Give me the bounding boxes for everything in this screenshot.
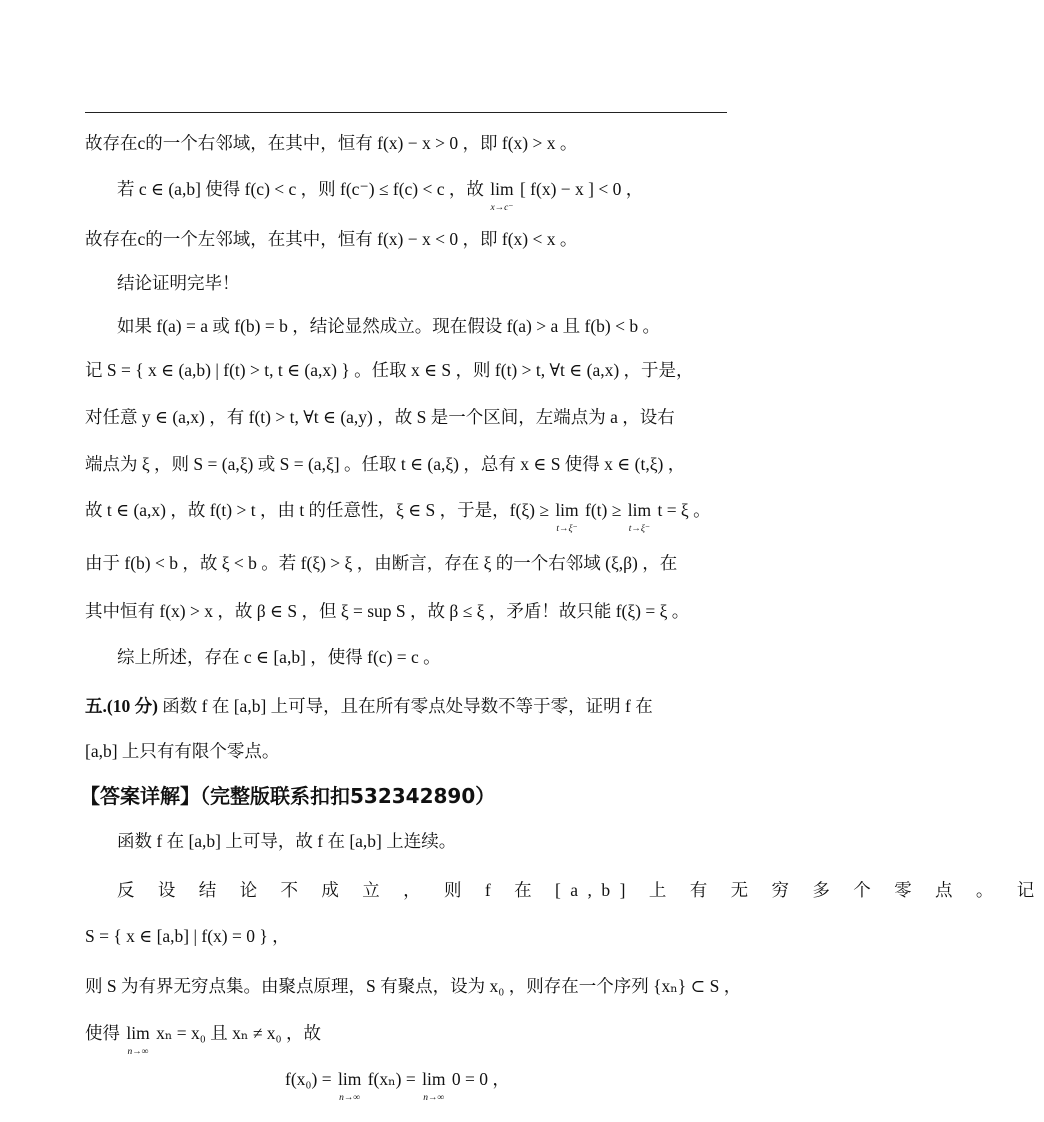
lim-subscript: t→ξ⁻ [556, 524, 578, 534]
question-number: 五.(10 分) [85, 696, 158, 716]
lim-text: lim [555, 500, 579, 520]
lim-subscript: n→∞ [127, 1047, 149, 1057]
lim-text: lim [337, 1069, 362, 1089]
question-5-cont: [a,b] 上只有有限个零点。 [85, 741, 280, 761]
text-span: t = ξ 。 [657, 500, 711, 520]
limit-expression [422, 1068, 446, 1103]
equation-line [285, 1068, 510, 1103]
lim-text: lim [490, 179, 514, 199]
lim-text: lim [627, 500, 652, 520]
lim-text: lim [126, 1023, 150, 1043]
text-line [117, 178, 644, 213]
limit-expression [627, 499, 652, 534]
text-span: f(t) ≥ [585, 500, 622, 520]
text-line [85, 499, 711, 534]
text-line: 对任意 y ∈ (a,x) ，有 f(t) > t, ∀t ∈ (a,y) ，故 S 是一个区间，左端点为 a ，设右 [85, 407, 675, 427]
text-line: 端点为 ξ ，则 S = (a,ξ) 或 S = (a,ξ] 。任取 t ∈ (a,ξ) ，总有 x ∈ S 使得 x ∈ (t,ξ) ， [85, 454, 686, 474]
header-rule [85, 112, 727, 113]
answer-heading [80, 785, 495, 808]
lim-subscript: n→∞ [339, 1093, 361, 1103]
text-span: 若 c ∈ (a,b] 使得 f(c) < c ，则 f(c⁻) ≤ f(c) < c ，故 [117, 179, 484, 199]
text-span: 0 = 0 ， [451, 1069, 510, 1089]
text-span: xₙ = x₀ 且 xₙ ≠ x₀ ，故 [156, 1023, 322, 1043]
text-line [85, 1022, 322, 1057]
question-text: 函数 f 在 [a,b] 上可导，且在所有零点处导数不等于零，证明 f 在 [157, 696, 653, 716]
answer-note: （完整版联系扣扣532342890） [200, 784, 496, 808]
text-span: 使得 [85, 1023, 120, 1043]
text-line: 记 S = { x ∈ (a,b) | f(t) > t, t ∈ (a,x) } 。任取 x ∈ S ，则 f(t) > t, ∀t ∈ (a,x) ，于是， [85, 360, 694, 380]
text-line: 反 设 结 论 不 成 立 ， 则 f 在 [a,b] 上 有 无 穷 多 个 零 点 。 记 [117, 880, 1044, 900]
lim-text: lim [422, 1069, 446, 1089]
limit-expression [555, 499, 579, 534]
text-line: 由于 f(b) < b ，故 ξ < b 。若 f(ξ) > ξ ，由断言，存在 ξ 的一个右邻域 (ξ,β) ，在 [85, 553, 678, 573]
lim-subscript: n→∞ [423, 1093, 445, 1103]
text-span: 故 t ∈ (a,x) ，故 f(t) > t ，由 t 的任意性，ξ ∈ S ，于是，f(ξ) ≥ [85, 500, 549, 520]
text-line: 函数 f 在 [a,b] 上可导，故 f 在 [a,b] 上连续。 [117, 831, 457, 851]
text-line: 其中恒有 f(x) > x ，故 β ∈ S ，但 ξ = sup S ，故 β ≤ ξ ，矛盾！故只能 f(ξ) = ξ 。 [85, 601, 690, 621]
limit-expression [337, 1068, 362, 1103]
text-line: 故存在c的一个左邻域，在其中，恒有 f(x) − x < 0 ，即 f(x) < x 。 [85, 229, 578, 249]
text-line: 综上所述，存在 c ∈ [a,b] ，使得 f(c) = c 。 [117, 647, 441, 667]
text-line: 结论证明完毕！ [117, 273, 240, 293]
text-line: S = { x ∈ [a,b] | f(x) = 0 } ， [85, 926, 290, 946]
text-span: f(xₙ) = [367, 1069, 416, 1089]
text-span: f(x₀) = [285, 1069, 332, 1089]
lim-subscript: t→ξ⁻ [628, 524, 651, 534]
text-span: [ f(x) − x ] < 0 ， [519, 179, 644, 199]
lim-subscript: x→c⁻ [490, 203, 514, 213]
limit-expression [490, 178, 514, 213]
answer-title: 【答案详解】 [80, 784, 200, 808]
text-line: 则 S 为有界无穷点集。由聚点原理，S 有聚点，设为 x₀ ，则存在一个序列 {xₙ} ⊂ S ， [85, 976, 742, 996]
text-line: 如果 f(a) = a 或 f(b) = b ，结论显然成立。现在假设 f(a) > a 且 f(b) < b 。 [117, 316, 660, 336]
question-5 [85, 695, 653, 717]
text-line: 故存在c的一个右邻域，在其中，恒有 f(x) − x > 0 ，即 f(x) > x 。 [85, 133, 578, 153]
limit-expression [126, 1022, 150, 1057]
